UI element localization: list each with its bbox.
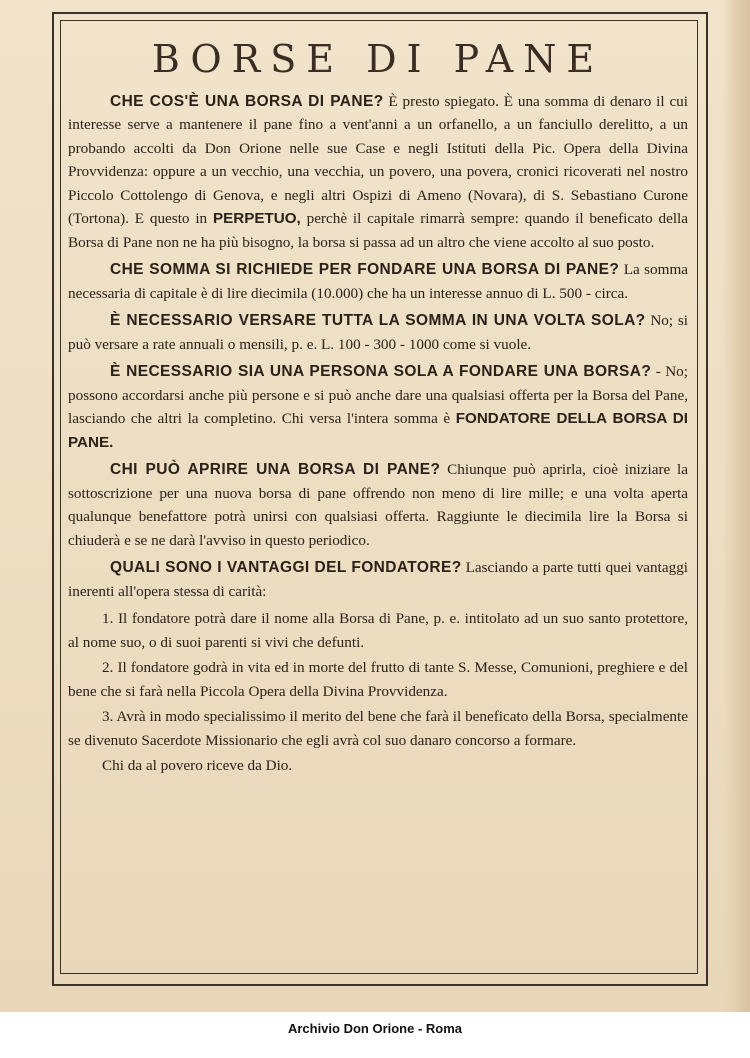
benefit-item: 1. Il fondatore potrà dare il nome alla Borsa di Pane, p. e. intitolato ad un suo santo protettore, al nome suo, o di suoi parenti si vivi che defunti. xyxy=(68,610,688,651)
closing-line: Chi da al povero riceve da Dio. xyxy=(102,757,293,774)
answer-5: Chiunque può aprirla, cioè iniziare la sottoscrizione per una nuova borsa di pane offrendo non meno di lire mille; e una volta aperta qualunque benefattore potrà unirsi con qualsiasi offerta. Raggiunte le diecimila lire la Borsa si chiuderà e se ne darà l'avviso in questo periodico. xyxy=(68,461,688,549)
answer-2: La somma necessaria di capitale è di lire diecimila (10.000) che ha un interesse annuo di L. 500 - circa. xyxy=(68,261,689,302)
section-4 xyxy=(68,360,688,454)
section-1 xyxy=(68,90,688,255)
answer-4: - No; possono accordarsi anche più persone e si può anche dare una qualsiasi offerta per la Borsa del Pane, lasciando che altri la completino. Chi versa l'intera somma è xyxy=(68,363,688,427)
section-5 xyxy=(68,458,688,552)
benefit-item: 2. Il fondatore godrà in vita ed in morte del frutto di tante S. Messe, Comunioni, preghiere e del bene che si farà nella Piccola Opera della Divina Provvidenza. xyxy=(68,659,688,700)
question-2: CHE SOMMA SI RICHIEDE PER FONDARE UNA BORSA DI PANE? xyxy=(110,261,620,278)
answer-6: Lasciando a parte tutti quei vantaggi inerenti all'opera stessa di carità: xyxy=(68,559,689,600)
question-1: CHE COS'È UNA BORSA DI PANE? xyxy=(110,92,384,110)
answer-1-emphasis: PERPETUO, xyxy=(212,210,301,227)
question-6: QUALI SONO I VANTAGGI DEL FONDATORE? xyxy=(110,559,462,576)
page-title: BORSE DI PANE xyxy=(151,37,605,81)
page-edge-shadow xyxy=(722,0,750,1020)
answer-1-continued: perchè il capitale rimarrà sempre: quando il beneficato della Borsa di Pane non ne ha più bisogno, la borsa si passa ad un altro che viene accolto al suo posto. xyxy=(68,210,689,251)
section-3 xyxy=(68,309,688,356)
section-6 xyxy=(68,556,688,603)
document-body xyxy=(68,37,689,778)
question-3: È NECESSARIO VERSARE TUTTA LA SOMMA IN UNA VOLTA SOLA? xyxy=(110,312,646,329)
question-5: CHI PUÒ APRIRE UNA BORSA DI PANE? xyxy=(110,461,441,478)
section-2 xyxy=(68,258,688,305)
answer-3: No; si può versare a rate annuali o mensili, p. e. L. 100 - 300 - 1000 come si vuole. xyxy=(68,312,689,353)
question-4: È NECESSARIO SIA UNA PERSONA SOLA A FONDARE UNA BORSA? xyxy=(110,363,652,380)
benefit-item: 3. Avrà in modo specialissimo il merito del bene che farà il beneficato della Borsa, specialmente se divenuto Sacerdote Missionario che egli avrà col suo danaro concorso a formare. xyxy=(68,708,688,749)
archive-footer: Archivio Don Orione - Roma xyxy=(287,1021,463,1036)
answer-4-emphasis: FONDATORE DELLA BORSA DI PANE. xyxy=(68,410,688,451)
answer-1: È presto spiegato. È una somma di denaro il cui interesse serve a mantenere il pane fino a vent'anni a un orfanello, a un fanciullo derelitto, a un probando accolti da Don Orione nelle sue Case e negli Istituti della Pic. Opera della Divina Provvidenza: oppure a un vecchio, una vecchia, un povero, una povera, cronici ricoverati nel nostro Piccolo Cottolengo di Genova, e negli altri Ospizi di Ameno (Novara), di S. Sebastiano Curone (Tortona). E questo in xyxy=(68,92,688,227)
